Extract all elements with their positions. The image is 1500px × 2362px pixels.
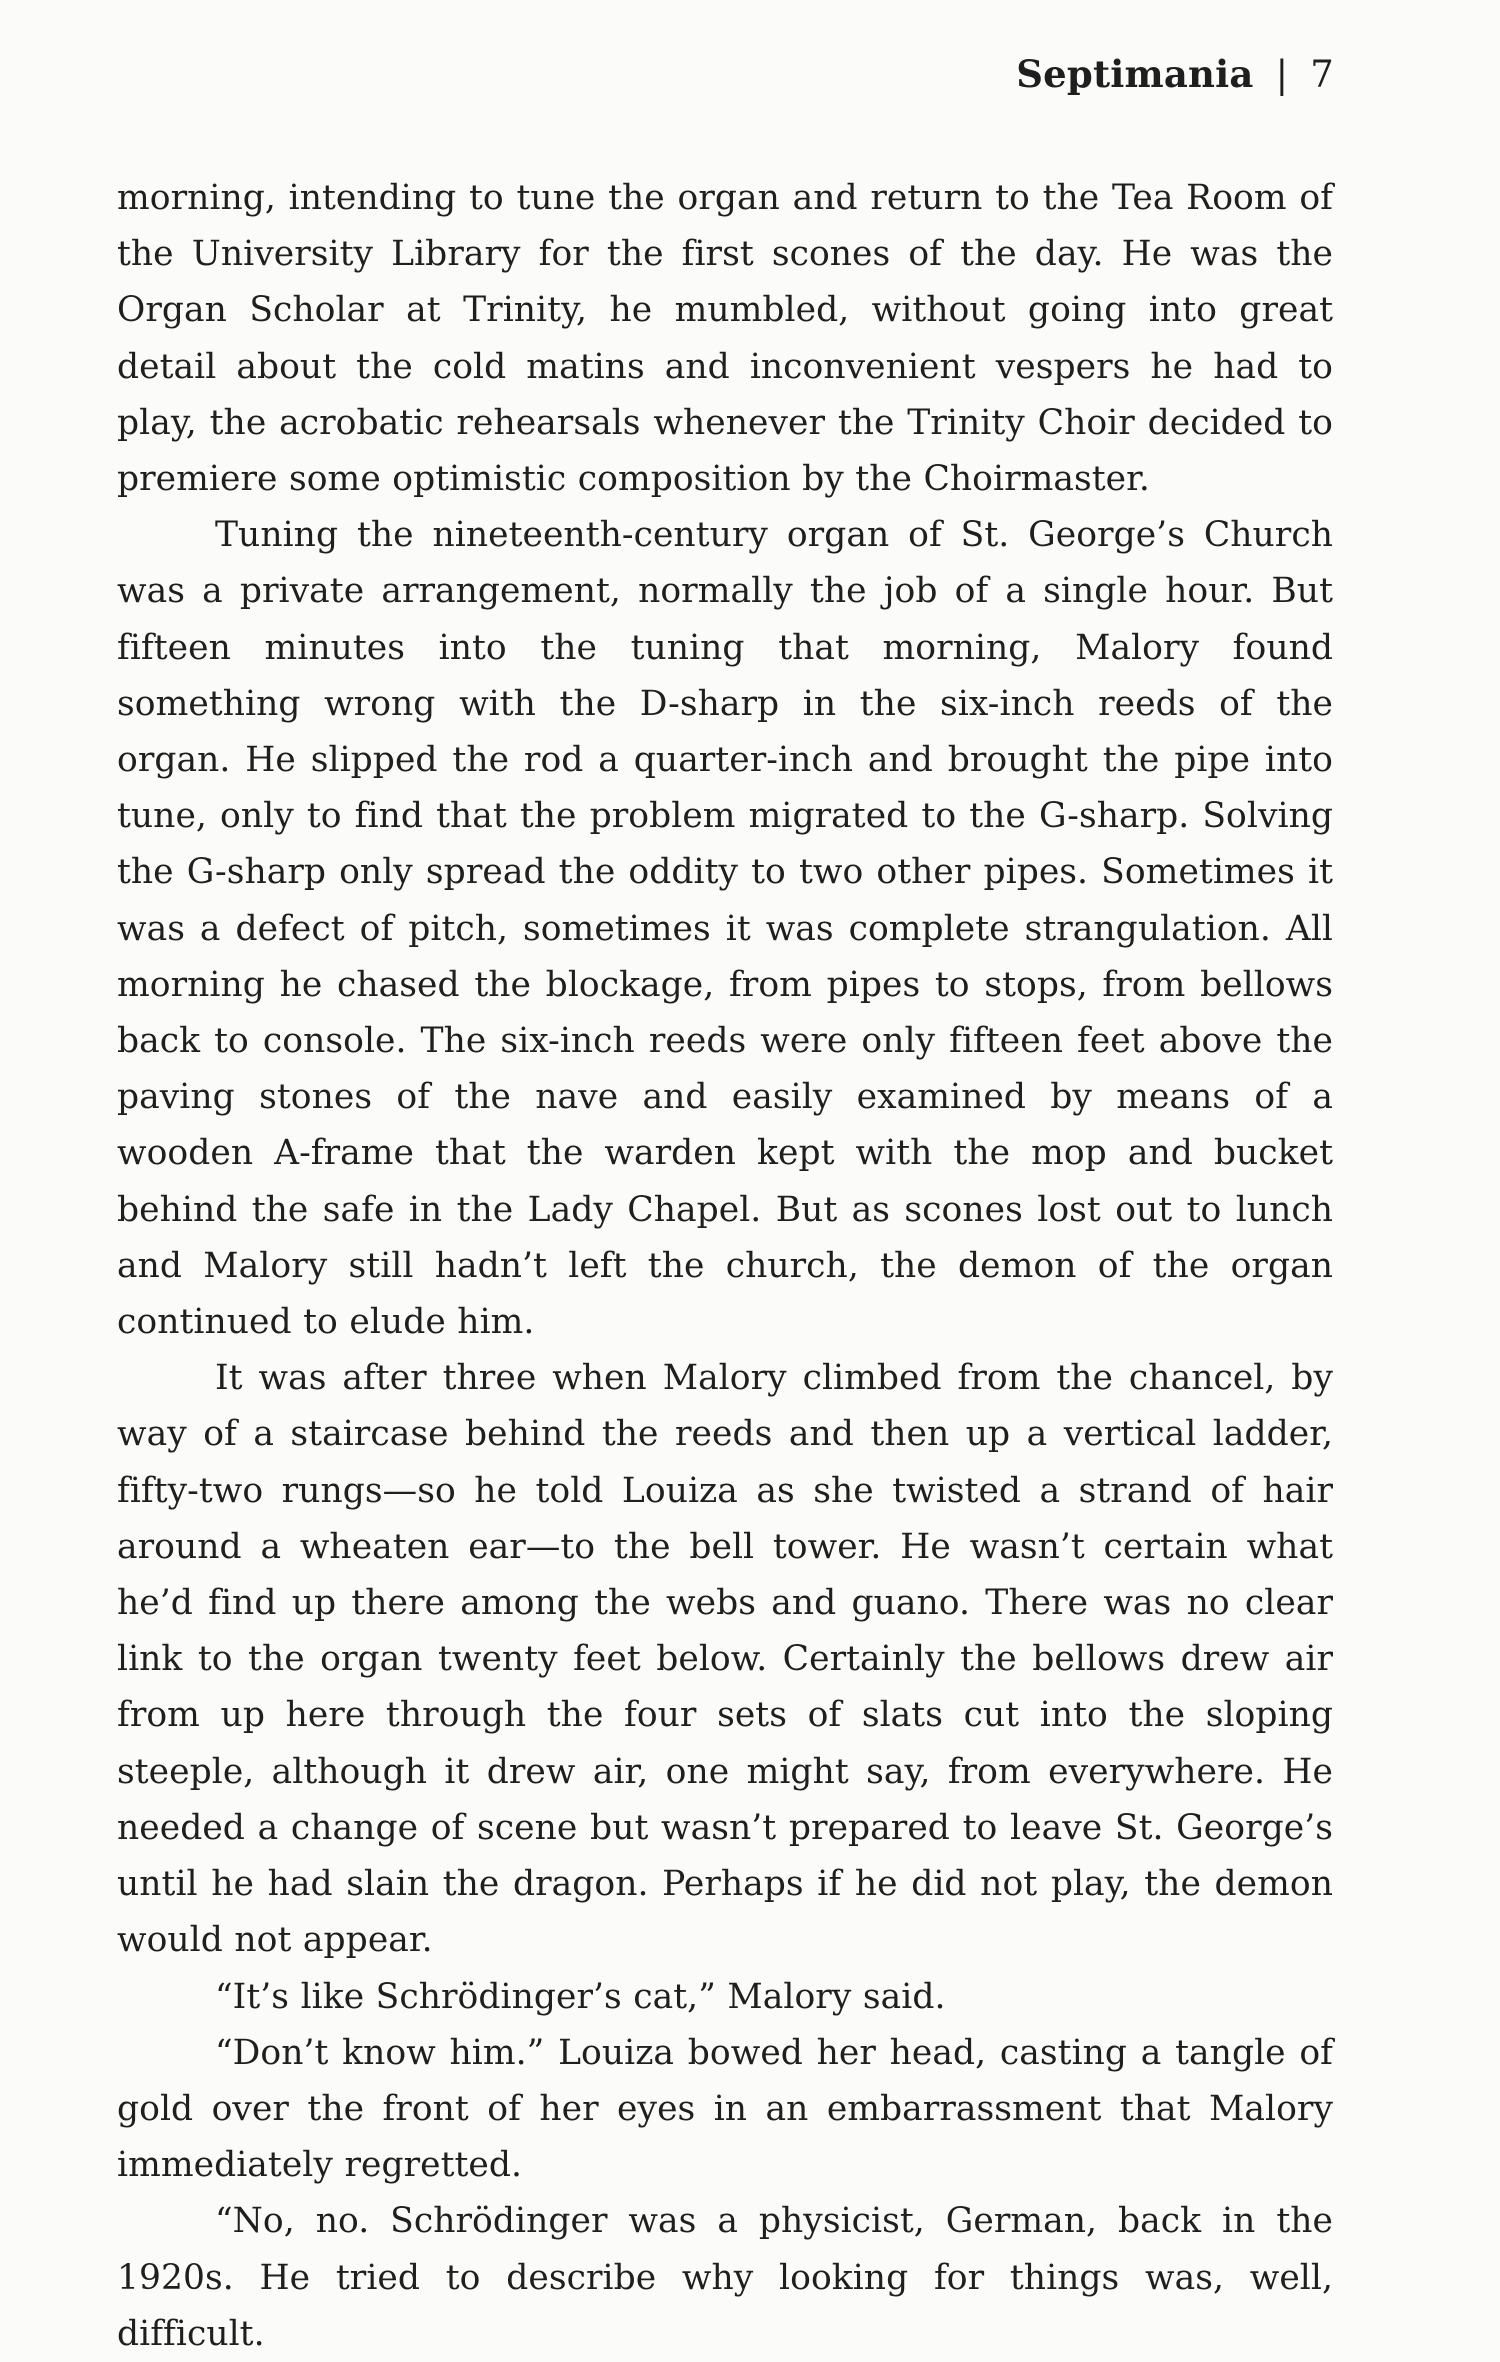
- dialogue-paragraph: “It’s like Schrödinger’s cat,” Malory said.: [215, 1976, 946, 2017]
- paragraph: Tuning the nineteenth-century organ of St. George’s Church was a private arrangement, normally the job of a single hour. But fifteen minutes into the tuning that morning, Malory found something wrong with the D-sharp in the six-inch reeds of the organ. He slipped the rod a quarter-inch and brought the pipe into tune, only to find that the problem migrated to the G-sharp. Solving the G-sharp only spread the oddity to two other pipes. Sometimes it was a defect of pitch, sometimes it was complete strangulation. All morning he chased the blockage, from pipes to stops, from bellows back to console. The six-inch reeds were only fifteen feet above the paving stones of the nave and easily examined by means of a wooden A-frame that the warden kept with the mop and bucket behind the safe in the Lady Chapel. But as scones lost out to lunch and Malory still hadn’t left the church, the demon of the organ continued to elude him.: [117, 515, 1333, 1343]
- dialogue-paragraph: “No, no. Schrödinger was a physicist, German, back in the 1920s. He tried to describe why looking for things was, well, difficult.: [117, 2201, 1333, 2354]
- paragraph-continued: morning, intending to tune the organ and return to the Tea Room of the University Library for the first scones of the day. He was the Organ Scholar at Trinity, he mumbled, without going into great detail about the cold matins and inconvenient vespers he had to play, the acrobatic rehearsals whenever the Trinity Choir decided to premiere some optimistic composition by the Choirmaster.: [117, 178, 1333, 500]
- running-head-separator: |: [1275, 53, 1289, 96]
- page-number: 7: [1310, 53, 1334, 96]
- running-head: [1016, 52, 1334, 97]
- paragraph: It was after three when Malory climbed from the chancel, by way of a staircase behind the reeds and then up a vertical ladder, fifty-two rungs—so he told Louiza as she twisted a strand of hair around a wheaten ear—to the bell tower. He wasn’t certain what he’d find up there among the webs and guano. There was no clear link to the organ twenty feet below. Certainly the bellows drew air from up here through the four sets of slats cut into the sloping steeple, although it drew air, one might say, from everywhere. He needed a change of scene but wasn’t prepared to leave St. George’s until he had slain the dragon. Perhaps if he did not play, the demon would not appear.: [117, 1358, 1333, 1961]
- dialogue-paragraph: “Don’t know him.” Louiza bowed her head, casting a tangle of gold over the front of her eyes in an embarrassment that Malory immediately regretted.: [117, 2032, 1333, 2186]
- running-head-title: Septimania: [1016, 52, 1254, 96]
- body-text: [117, 170, 1333, 2362]
